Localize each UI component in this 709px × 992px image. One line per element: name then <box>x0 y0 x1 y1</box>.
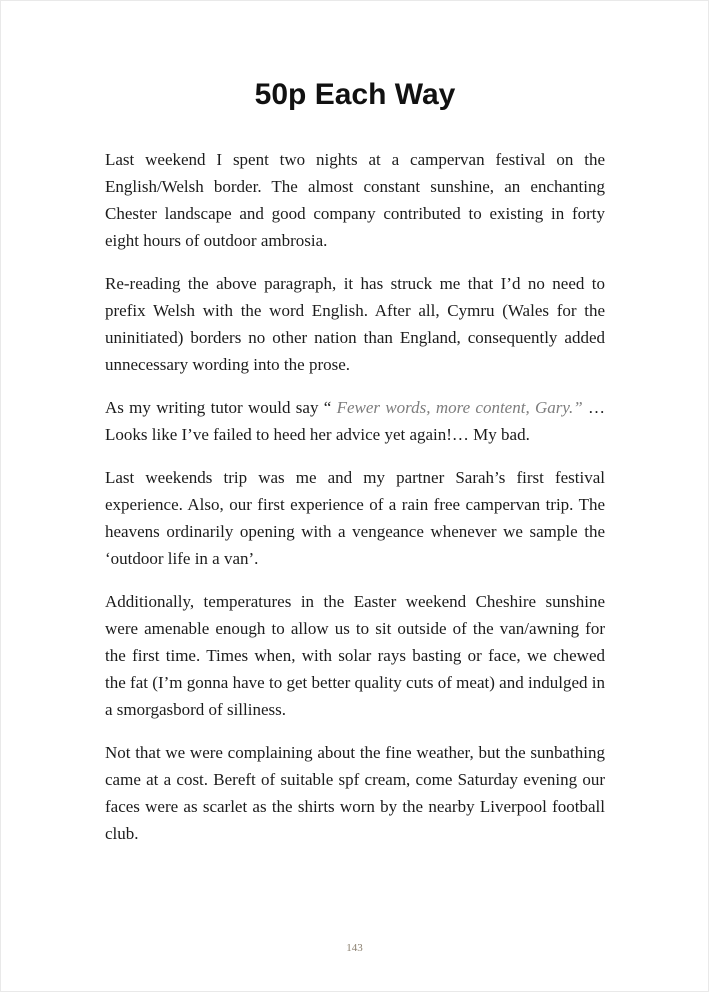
paragraph <box>105 270 605 378</box>
text-run: Last weekend I spent two nights at a campervan festival on the English/Welsh border. The almost constant sunshine, an enchanting Chester landscape and good company contributed to existing in forty eight hours of outdoor ambrosia. <box>105 150 605 250</box>
paragraph <box>105 588 605 723</box>
text-run: Re-reading the above paragraph, it has struck me that I’d no need to prefix Welsh with the word English. After all, Cymru (Wales for the uninitiated) borders no other nation than England, consequently added unnecessary wording into the prose. <box>105 274 605 374</box>
paragraph <box>105 739 605 847</box>
paragraph <box>105 146 605 254</box>
text-run: Not that we were complaining about the fine weather, but the sunbathing came at a cost. Bereft of suitable spf cream, come Saturday evening our faces were as scarlet as the shirts worn by the nearby Liverpool football club. <box>105 743 605 843</box>
page-title: 50p Each Way <box>254 78 456 111</box>
text-run: As my writing tutor would say “ <box>105 398 337 417</box>
body-text <box>105 146 605 847</box>
italic-text-run: Fewer words, more content, Gary.” <box>336 398 583 417</box>
text-run: Last weekends trip was me and my partner Sarah’s first festival experience. Also, our first experience of a rain free campervan trip. The heavens ordinarily opening with a vengeance whenever we sample the ‘outdoor life in a van’. <box>105 468 605 568</box>
page-number: 143 <box>346 942 363 954</box>
text-run: … Looks like I’ve failed to heed her advice yet again!… My bad. <box>105 398 606 444</box>
paragraph <box>105 394 605 448</box>
page-content <box>105 78 605 847</box>
paragraph <box>105 464 605 572</box>
text-run: Additionally, temperatures in the Easter weekend Cheshire sunshine were amenable enough to allow us to sit outside of the van/awning for the first time. Times when, with solar rays basting or face, we chewed the fat (I’m gonna have to get better quality cuts of meat) and indulged in a smorgasbord of silliness. <box>105 592 605 719</box>
